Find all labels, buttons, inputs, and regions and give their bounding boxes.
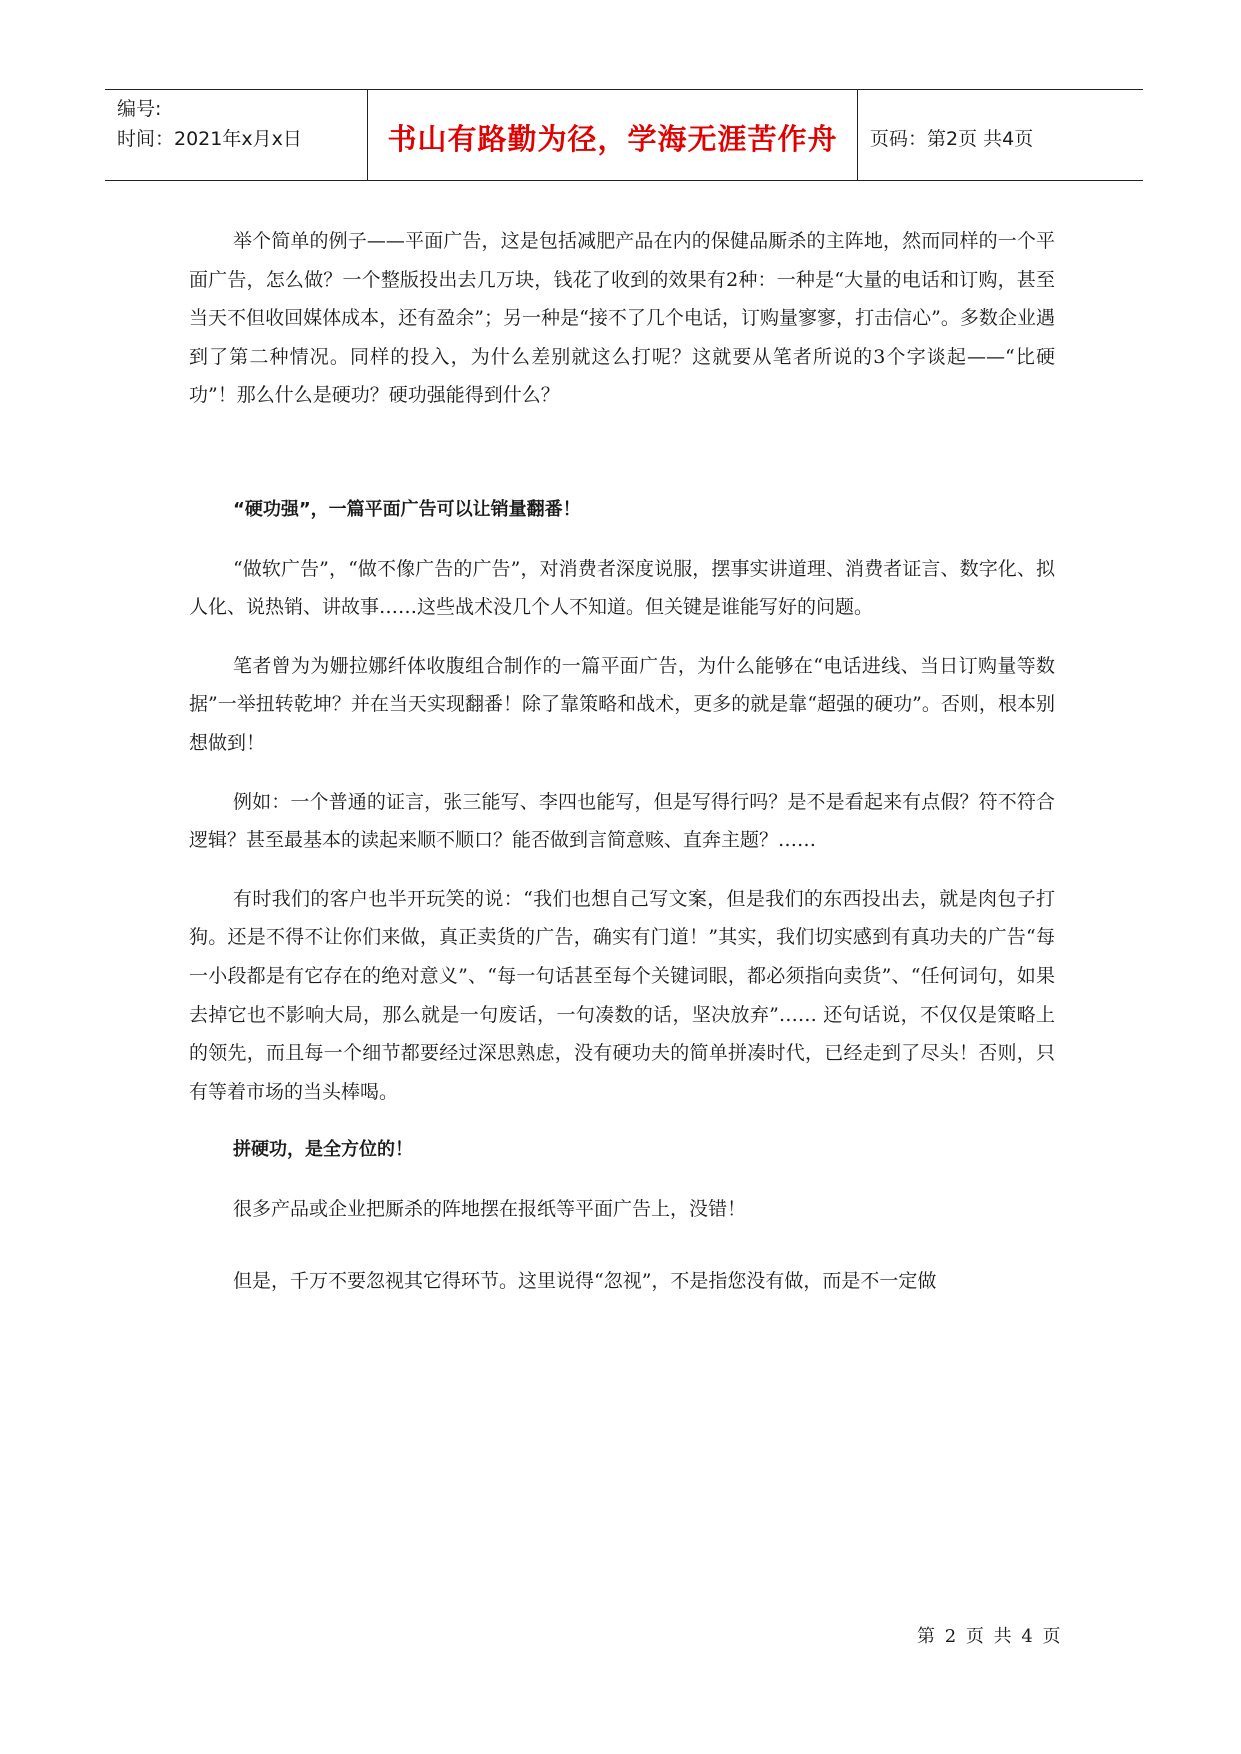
paragraph-2: “做软广告”，“做不像广告的广告”，对消费者深度说服，摆事实讲道理、消费者证言、数字化、拟人化、说热销、讲故事……这些战术没几个人不知道。但关键是谁能写好的问题。 (189, 557, 1055, 619)
page-footer: 第 2 页 共 4 页 (917, 1626, 1063, 1647)
header-page-number: 页码：第2页 共4页 (870, 127, 1034, 150)
page-header (105, 89, 1143, 181)
document-number-label: 编号: (117, 98, 162, 120)
paragraph-6: 很多产品或企业把厮杀的阵地摆在报纸等平面广告上，没错！ (233, 1197, 747, 1220)
paragraph-4: 例如：一个普通的证言，张三能写、李四也能写，但是写得行吗？是不是看起来有点假？符不符合逻辑？甚至最基本的读起来顺不顺口？能否做到言简意赅、直奔主题？…… (189, 790, 1055, 852)
paragraph-3: 笔者曾为为姗拉娜纤体收腹组合制作的一篇平面广告，为什么能够在“电话进线、当日订购量等数据”一举扭转乾坤？并在当天实现翻番！除了靠策略和战术，更多的就是靠“超强的硬功”。否则，根本别想做到！ (189, 654, 1055, 754)
paragraph-1: 举个简单的例子——平面广告，这是包括减肥产品在内的保健品厮杀的主阵地，然而同样的一个平面广告，怎么做？一个整版投出去几万块，钱花了收到的效果有2种：一种是“大量的电话和订购，甚至当天不但收回媒体成本，还有盈余”；另一种是“接不了几个电话，订购量寥寥，打击信心”。多数企业遇到了第二种情况。同样的投入，为什么差别就这么打呢？这就要从笔者所说的3个字谈起——“比硬功”！那么什么是硬功？硬功强能得到什么？ (189, 230, 1055, 407)
document-body (189, 222, 1055, 1301)
section-heading-1: “硬功强”，一篇平面广告可以让销量翻番！ (233, 498, 581, 520)
paragraph-7: 但是，千万不要忽视其它得环节。这里说得“忽视”，不是指您没有做，而是不一定做 (233, 1270, 937, 1293)
section-heading-2: 拼硬功，是全方位的！ (233, 1139, 413, 1161)
document-time-label: 时间：2021年x月x日 (117, 128, 302, 150)
paragraph-5: 有时我们的客户也半开玩笑的说：“我们也想自己写文案，但是我们的东西投出去，就是肉包子打狗。还是不得不让你们来做，真正卖货的广告，确实有门道！”其实，我们切实感到有真功夫的广告“每一小段都是有它存在的绝对意义”、“每一句话甚至每个关键词眼，都必须指向卖货”、“任何词句，如果去掉它也不影响大局，那么就是一句废话，一句凑数的话，坚决放弃”…… 还句话说，不仅仅是策略上的领先，而且每一个细节都要经过深思熟虑，没有硬功夫的简单拼凑时代，已经走到了尽头！否则，只有等着市场的当头棒喝。 (189, 887, 1055, 1103)
header-motto: 书山有路勤为径，学海无涯苦作舟 (368, 90, 858, 180)
header-meta (105, 90, 368, 180)
